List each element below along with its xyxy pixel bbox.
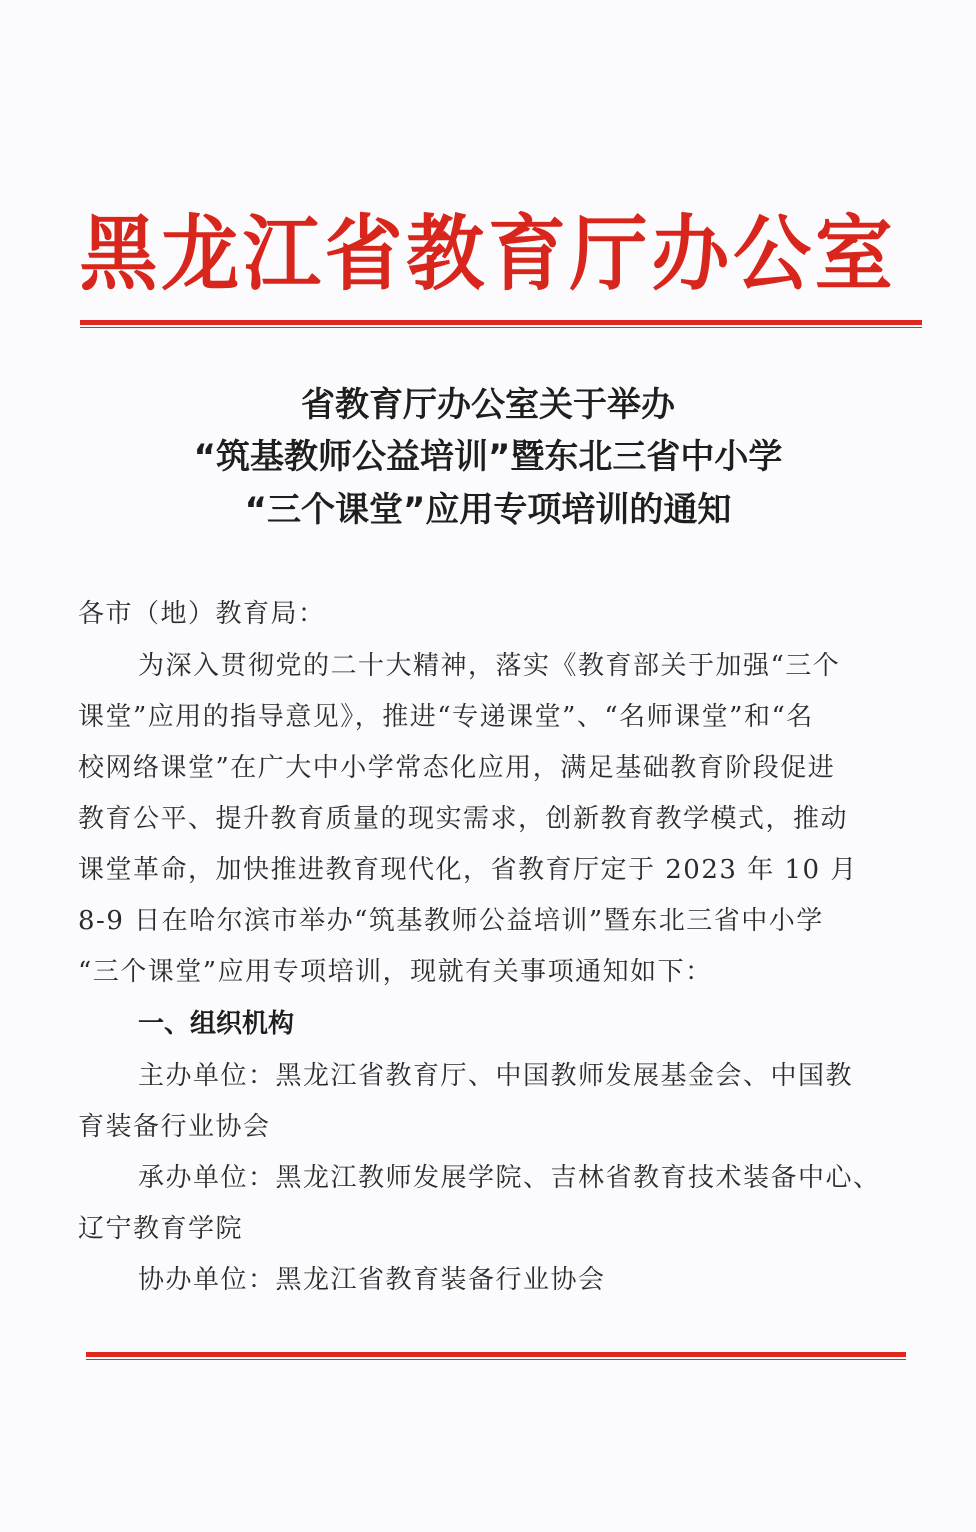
paragraph-line: 教育公平、提升教育质量的现实需求，创新教育教学模式，推动 [78, 804, 849, 834]
paragraph-line: 为深入贯彻党的二十大精神，落实《教育部关于加强“三个 [138, 651, 841, 681]
paragraph-line: 课堂革命，加快推进教育现代化，省教育厅定于 2023 年 10 月 [78, 855, 858, 885]
host-line: 主办单位：黑龙江省教育厅、中国教师发展基金会、中国教 [138, 1061, 854, 1091]
letterhead-title: 黑龙江省教育厅办公室 [79, 207, 897, 302]
letterhead-rule [80, 320, 922, 325]
paragraph-line: “三个课堂”应用专项培训，现就有关事项通知如下： [78, 957, 713, 987]
organizer-line: 辽宁教育学院 [78, 1214, 244, 1244]
host-line: 育装备行业协会 [78, 1112, 271, 1142]
salutation: 各市（地）教育局： [78, 599, 326, 629]
doc-title-line-2: “筑基教师公益培训”暨东北三省中小学 [193, 437, 783, 477]
footer-rule-thin [86, 1359, 906, 1360]
footer-rule [86, 1352, 906, 1357]
paragraph-line: 校网络课堂”在广大中小学常态化应用，满足基础教育阶段促进 [78, 753, 836, 783]
paragraph-line: 8-9 日在哈尔滨市举办“筑基教师公益培训”暨东北三省中小学 [78, 906, 824, 936]
co-organizer-line: 协办单位：黑龙江省教育装备行业协会 [138, 1265, 606, 1295]
doc-title-line-3: “三个课堂”应用专项培训的通知 [244, 490, 732, 530]
paragraph-line: 课堂”应用的指导意见》，推进“专递课堂”、“名师课堂”和“名 [78, 702, 814, 732]
letterhead-rule-thin [80, 327, 922, 328]
organizer-line: 承办单位：黑龙江教师发展学院、吉林省教育技术装备中心、 [138, 1163, 881, 1193]
section-heading: 一、组织机构 [138, 1009, 295, 1039]
doc-title-line-1: 省教育厅办公室关于举办 [301, 385, 675, 425]
